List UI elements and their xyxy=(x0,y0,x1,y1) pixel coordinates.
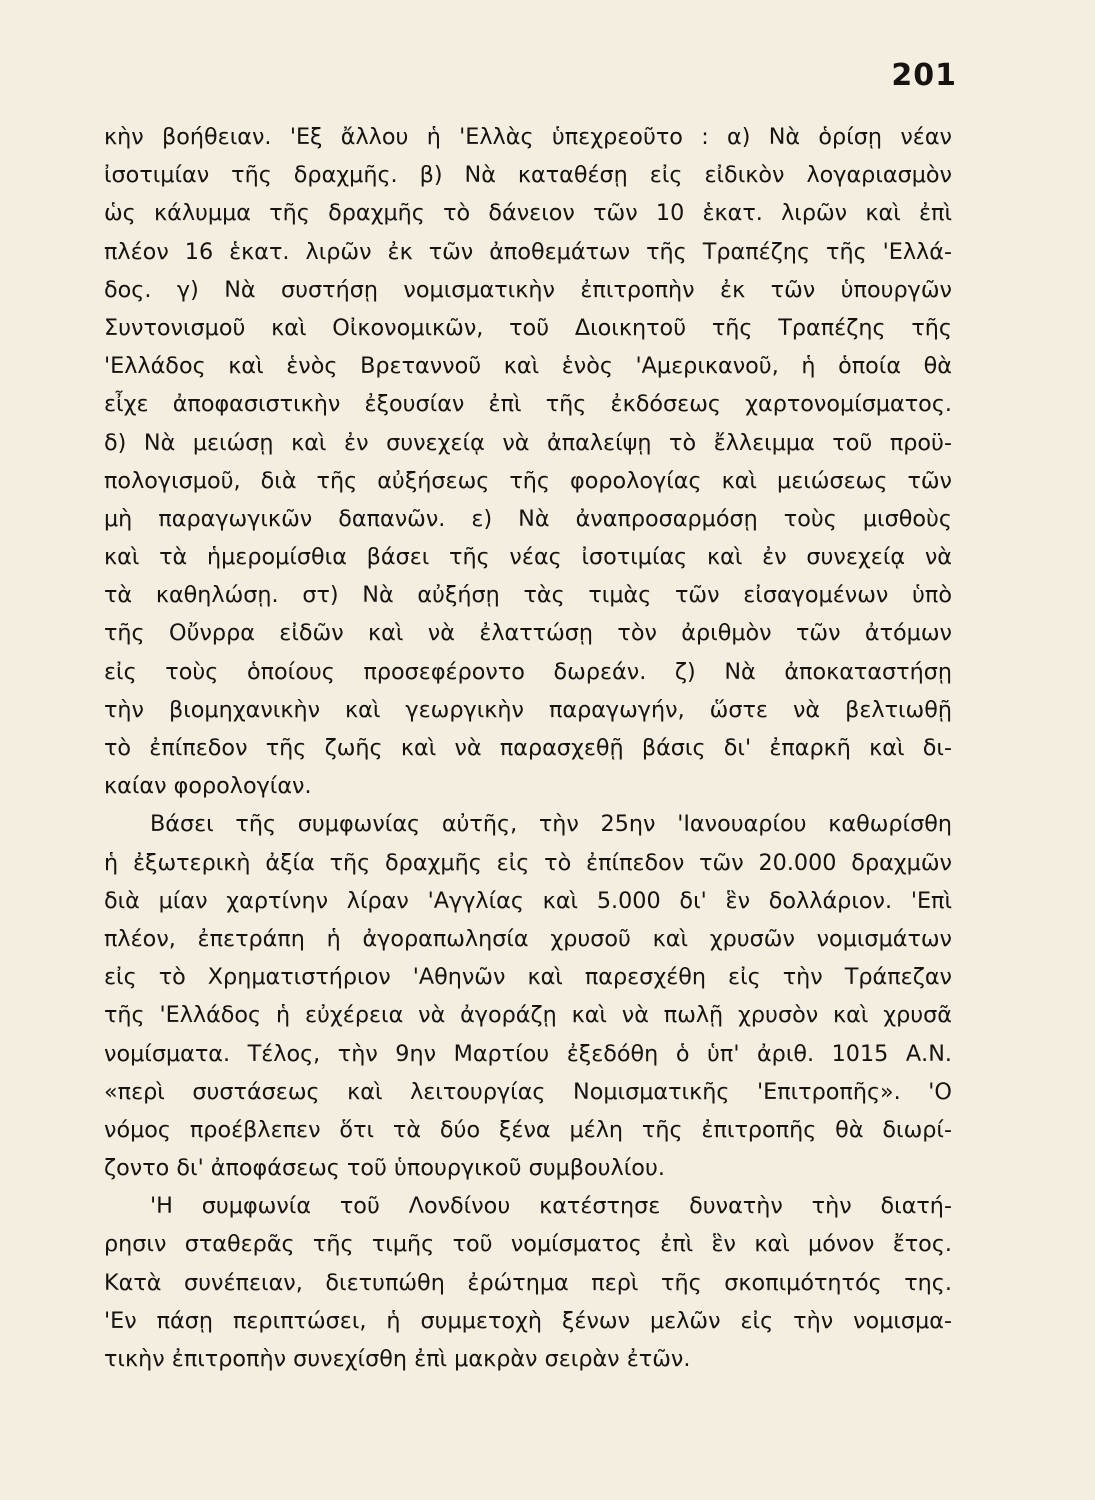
paragraph-3 xyxy=(104,1187,952,1378)
text-line: καὶ τὰ ἡμερομίσθια βάσει τῆς νέας ἰσοτιμίας καὶ ἐν συνεχείᾳ νὰ xyxy=(104,544,952,571)
text-line: τικὴν ἐπιτροπὴν συνεχίσθη ἐπὶ μακρὰν σειρὰν ἐτῶν. xyxy=(104,1346,691,1372)
text-line: διὰ μίαν χαρτίνην λίραν 'Αγγλίας καὶ 5.000 δι' ἓν δολλάριον. 'Επὶ xyxy=(104,887,952,914)
text-line: Συντονισμοῦ καὶ Οἰκονομικῶν, τοῦ Διοικητοῦ τῆς Τραπέζης τῆς xyxy=(104,314,952,341)
text-line: «περὶ συστάσεως καὶ λειτουργίας Νομισματικῆς 'Επιτροπῆς». 'Ο xyxy=(104,1078,952,1105)
text-line: ρησιν σταθερᾶς τῆς τιμῆς τοῦ νομίσματος ἐπὶ ἓν καὶ μόνον ἔτος. xyxy=(104,1231,952,1258)
text-line: τὸ ἐπίπεδον τῆς ζωῆς καὶ νὰ παρασχεθῇ βάσις δι' ἐπαρκῆ καὶ δι- xyxy=(104,735,952,761)
text-line: δος. γ) Νὰ συστήσῃ νομισματικὴν ἐπιτροπὴν ἐκ τῶν ὑπουργῶν xyxy=(104,276,952,303)
text-line: πλέον, ἐπετράπη ἡ ἀγοραπωλησία χρυσοῦ καὶ χρυσῶν νομισμάτων xyxy=(104,925,952,952)
body-text xyxy=(104,118,952,1378)
text-line: τῆς Οὔνρρα εἰδῶν καὶ νὰ ἐλαττώσῃ τὸν ἀριθμὸν τῶν ἀτόμων xyxy=(104,620,952,647)
text-line: κὴν βοήθειαν. 'Εξ ἄλλου ἡ 'Ελλὰς ὑπεχρεοῦτο : α) Νὰ ὁρίσῃ νέαν xyxy=(104,124,952,150)
text-line: νομίσματα. Τέλος, τὴν 9ην Μαρτίου ἐξεδόθη ὁ ὑπ' ἀριθ. 1015 Α.Ν. xyxy=(104,1040,952,1067)
text-line: μὴ παραγωγικῶν δαπανῶν. ε) Νὰ ἀναπροσαρμόσῃ τοὺς μισθοὺς xyxy=(104,505,952,532)
text-line: εἶχε ἀποφασιστικὴν ἐξουσίαν ἐπὶ τῆς ἐκδόσεως χαρτονομίσματος. xyxy=(104,391,952,418)
text-line: τὴν βιομηχανικὴν καὶ γεωργικὴν παραγωγήν, ὥστε νὰ βελτιωθῇ xyxy=(104,696,952,723)
text-line: Κατὰ συνέπειαν, διετυπώθη ἐρώτημα περὶ τῆς σκοπιμότητός της. xyxy=(104,1269,952,1296)
text-line: Βάσει τῆς συμφωνίας αὐτῆς, τὴν 25ην 'Ιανουαρίου καθωρίσθη xyxy=(150,811,952,838)
text-line: εἰς τὸ Χρηματιστήριον 'Αθηνῶν καὶ παρεσχέθη εἰς τὴν Τράπεζαν xyxy=(104,964,952,991)
text-line: ἡ ἐξωτερικὴ ἀξία τῆς δραχμῆς εἰς τὸ ἐπίπεδον τῶν 20.000 δραχμῶν xyxy=(104,849,952,876)
text-line: πολογισμοῦ, διὰ τῆς αὐξήσεως τῆς φορολογίας καὶ μειώσεως τῶν xyxy=(104,467,952,494)
paragraph-1 xyxy=(104,118,952,805)
text-line: καίαν φορολογίαν. xyxy=(104,773,312,800)
text-line: ἰσοτιμίαν τῆς δραχμῆς. β) Νὰ καταθέσῃ εἰς εἰδικὸν λογαριασμὸν xyxy=(104,162,952,189)
text-line: πλέον 16 ἑκατ. λιρῶν ἐκ τῶν ἀποθεμάτων τῆς Τραπέζης τῆς 'Ελλά- xyxy=(104,238,952,265)
text-line: τῆς 'Ελλάδος ἡ εὐχέρεια νὰ ἀγοράζῃ καὶ νὰ πωλῇ χρυσὸν καὶ χρυσᾶ xyxy=(104,1002,952,1029)
page-number: 201 xyxy=(891,58,957,93)
text-line: εἰς τοὺς ὁποίους προσεφέροντο δωρεάν. ζ) Νὰ ἀποκαταστήσῃ xyxy=(104,658,952,685)
text-line: ζοντο δι' ἀποφάσεως τοῦ ὑπουργικοῦ συμβουλίου. xyxy=(104,1155,665,1182)
text-line: δ) Νὰ μειώσῃ καὶ ἐν συνεχείᾳ νὰ ἀπαλείψῃ τὸ ἔλλειμμα τοῦ προϋ- xyxy=(104,429,952,456)
text-line: 'Η συμφωνία τοῦ Λονδίνου κατέστησε δυνατὴν τὴν διατή- xyxy=(150,1193,952,1220)
text-line: ὡς κάλυμμα τῆς δραχμῆς τὸ δάνειον τῶν 10 ἑκατ. λιρῶν καὶ ἐπὶ xyxy=(104,200,952,227)
paragraph-2 xyxy=(104,805,952,1187)
text-line: 'Ελλάδος καὶ ἑνὸς Βρεταννοῦ καὶ ἑνὸς 'Αμερικανοῦ, ἡ ὁποία θὰ xyxy=(104,353,952,380)
text-line: τὰ καθηλώσῃ. στ) Νὰ αὐξήσῃ τὰς τιμὰς τῶν εἰσαγομένων ὑπὸ xyxy=(104,582,952,609)
text-line: 'Εν πάσῃ περιπτώσει, ἡ συμμετοχὴ ξένων μελῶν εἰς τὴν νομισμα- xyxy=(104,1307,952,1334)
text-line: νόμος προέβλεπεν ὅτι τὰ δύο ξένα μέλη τῆς ἐπιτροπῆς θὰ διωρί- xyxy=(104,1116,952,1143)
